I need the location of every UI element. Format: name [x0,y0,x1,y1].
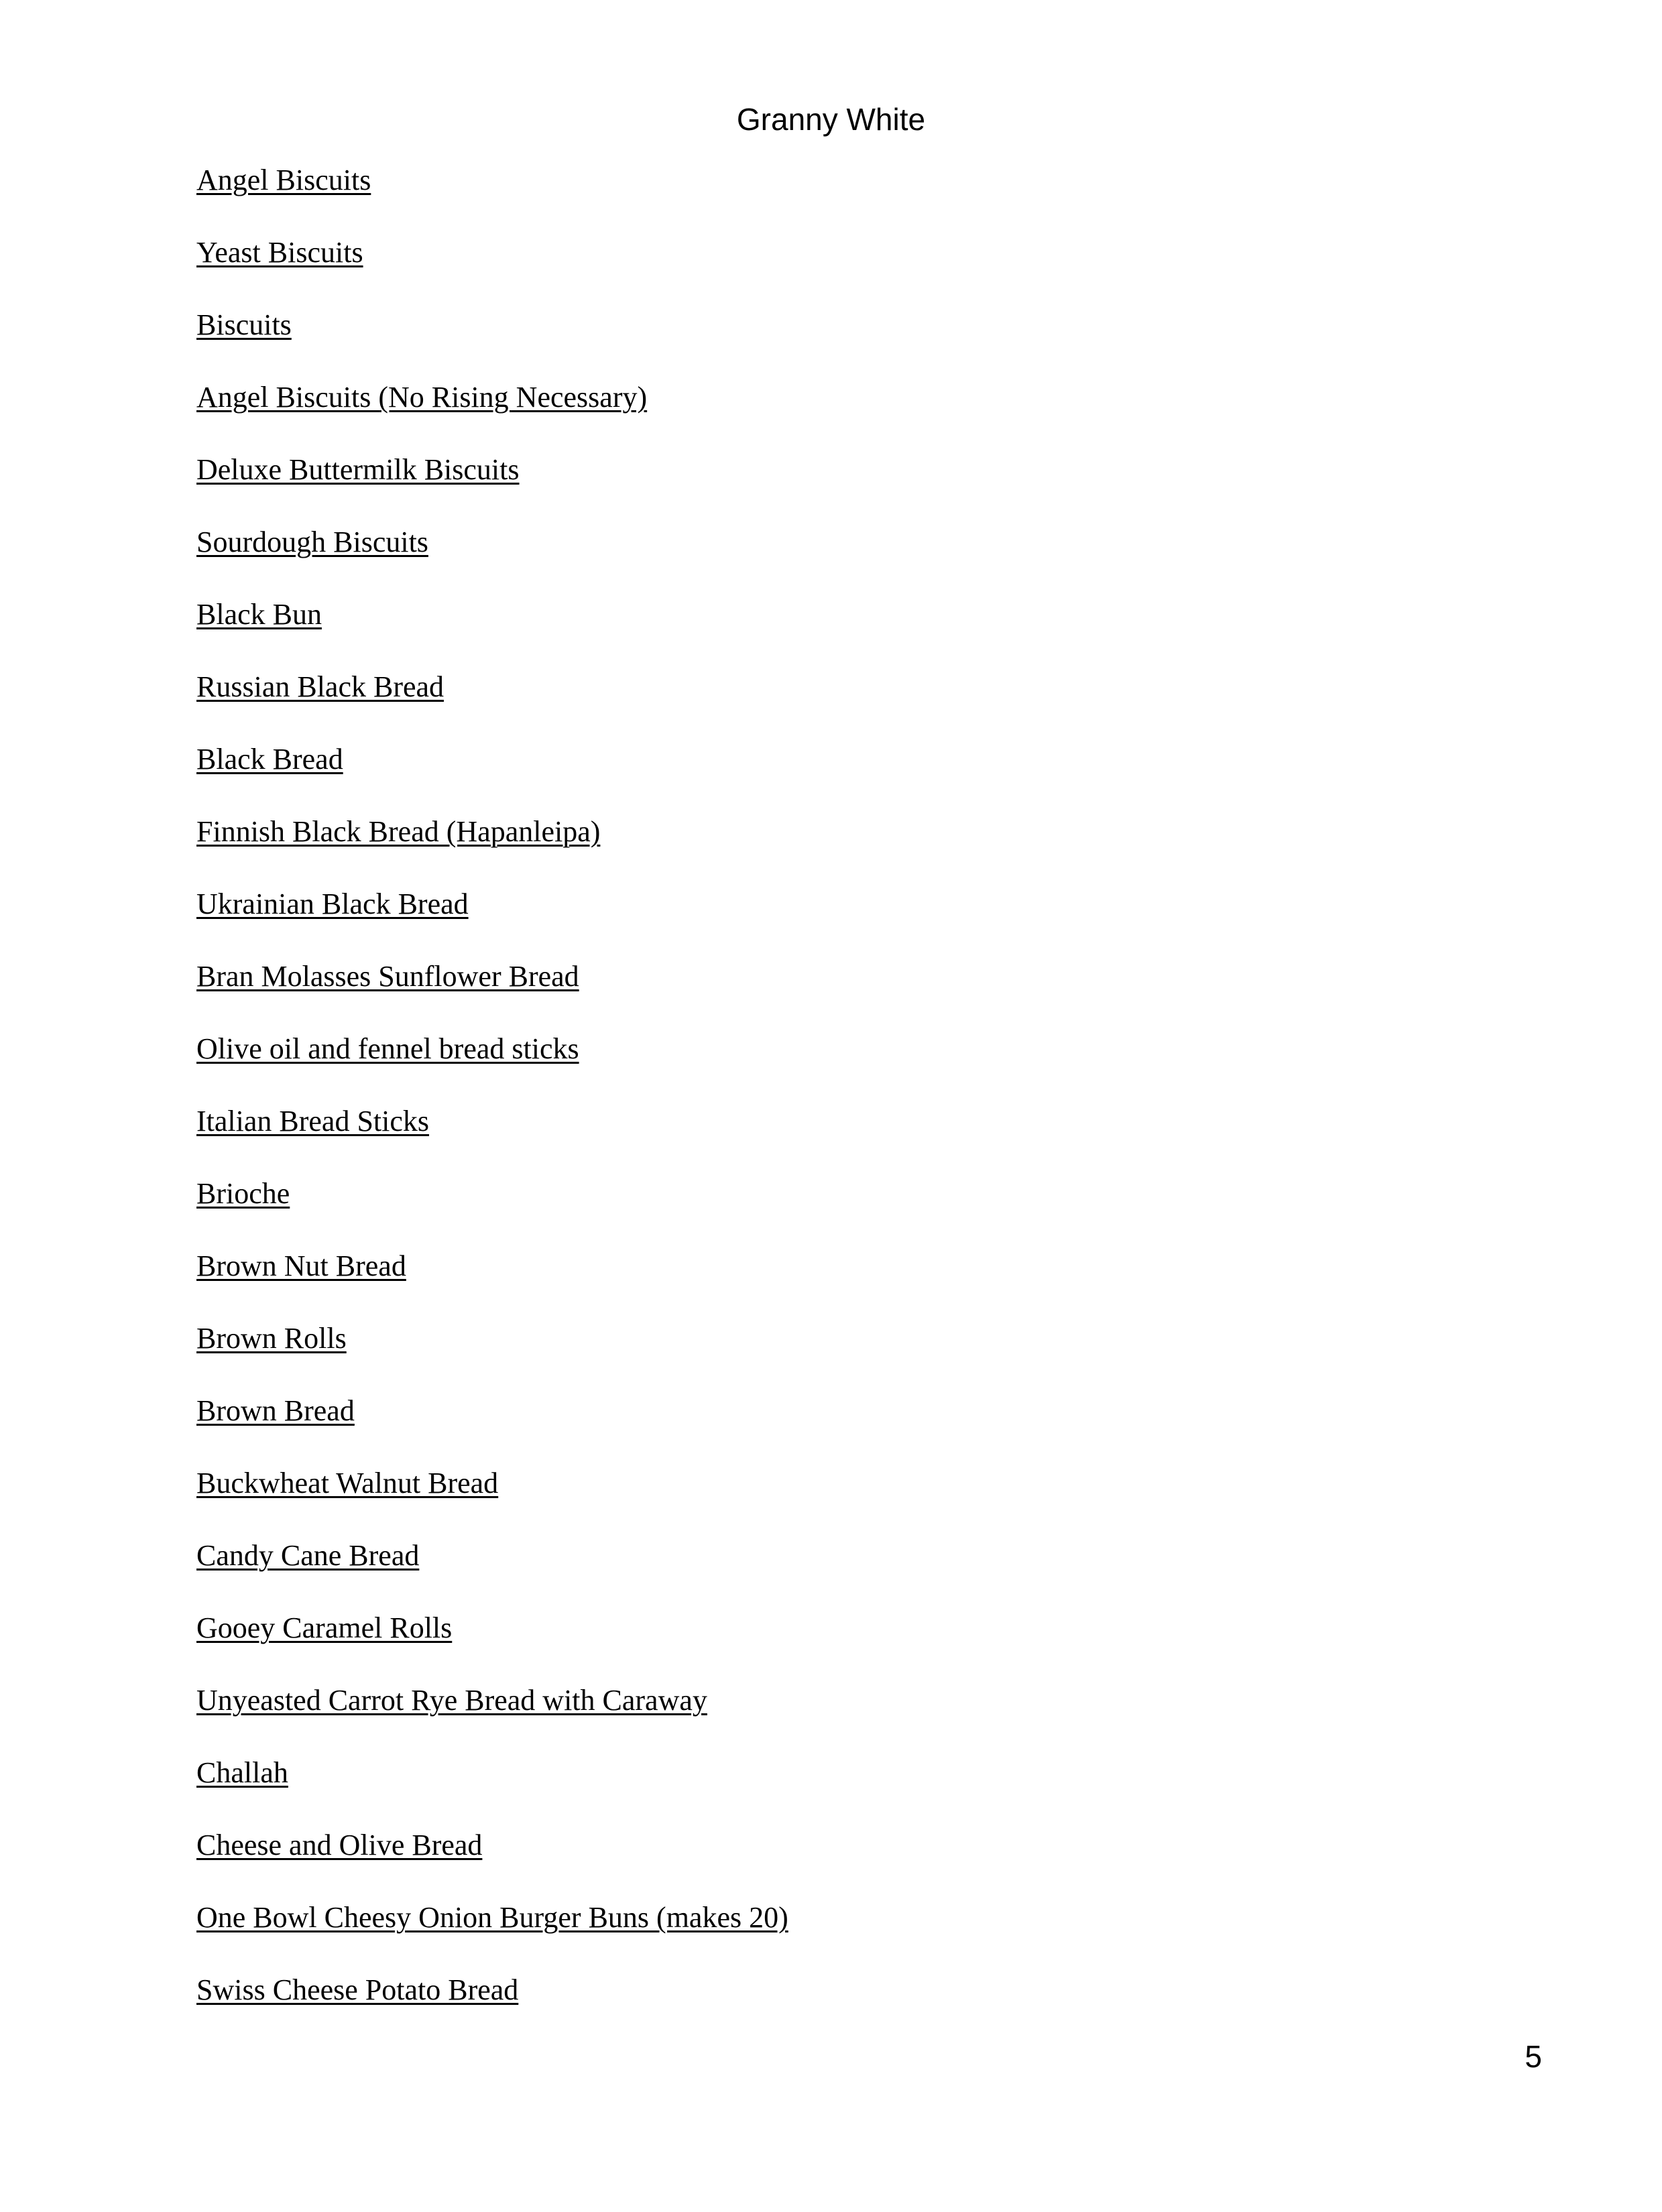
list-item [196,1682,788,1754]
list-item [196,1971,788,2044]
list-item [196,1537,788,1609]
list-item [196,1103,788,1175]
recipe-link[interactable]: Russian Black Bread [196,670,444,703]
page-number: 5 [1525,2039,1542,2074]
list-item [196,524,788,596]
recipe-link[interactable]: Gooey Caramel Rolls [196,1611,453,1644]
recipe-link[interactable]: Bran Molasses Sunflower Bread [196,960,579,993]
recipe-link[interactable]: Brioche [196,1177,290,1210]
recipe-link[interactable]: Buckwheat Walnut Bread [196,1467,499,1499]
recipe-link[interactable]: Italian Bread Sticks [196,1105,430,1138]
list-item [196,162,788,234]
list-item [196,668,788,741]
recipe-link[interactable]: Brown Rolls [196,1322,347,1355]
recipe-link[interactable]: Sourdough Biscuits [196,526,428,558]
recipe-link[interactable]: Unyeasted Carrot Rye Bread with Caraway [196,1684,707,1717]
recipe-link[interactable]: Ukrainian Black Bread [196,887,469,920]
recipe-link[interactable]: Olive oil and fennel bread sticks [196,1032,579,1065]
list-item [196,1247,788,1320]
recipe-link[interactable]: Challah [196,1756,288,1789]
recipe-link[interactable]: Yeast Biscuits [196,236,363,269]
page-header-title: Granny White [736,102,926,137]
recipe-link[interactable]: Brown Bread [196,1394,355,1427]
list-item [196,958,788,1030]
recipe-link[interactable]: Angel Biscuits [196,164,371,196]
list-item [196,1175,788,1247]
list-item [196,1392,788,1465]
recipe-link[interactable]: Brown Nut Bread [196,1249,406,1282]
recipe-link[interactable]: Black Bread [196,743,343,776]
list-item [196,1754,788,1827]
list-item [196,306,788,379]
list-item [196,234,788,306]
list-item [196,1609,788,1682]
recipe-link[interactable]: Black Bun [196,598,322,631]
list-item [196,451,788,524]
recipe-link[interactable]: One Bowl Cheesy Onion Burger Buns (makes 20) [196,1901,788,1934]
recipe-link[interactable]: Swiss Cheese Potato Bread [196,1973,519,2006]
recipe-link[interactable]: Candy Cane Bread [196,1539,420,1572]
list-item [196,885,788,958]
recipe-link[interactable]: Deluxe Buttermilk Biscuits [196,453,520,486]
list-item [196,596,788,668]
list-item [196,1030,788,1103]
list-item [196,813,788,885]
list-item [196,379,788,451]
list-item [196,1465,788,1537]
recipe-link-list [196,162,788,2044]
list-item [196,741,788,813]
list-item [196,1827,788,1899]
list-item [196,1899,788,1971]
recipe-link[interactable]: Angel Biscuits (No Rising Necessary) [196,381,648,414]
recipe-link[interactable]: Cheese and Olive Bread [196,1829,483,1861]
recipe-link[interactable]: Finnish Black Bread (Hapanleipa) [196,815,601,848]
list-item [196,1320,788,1392]
recipe-link[interactable]: Biscuits [196,308,292,341]
